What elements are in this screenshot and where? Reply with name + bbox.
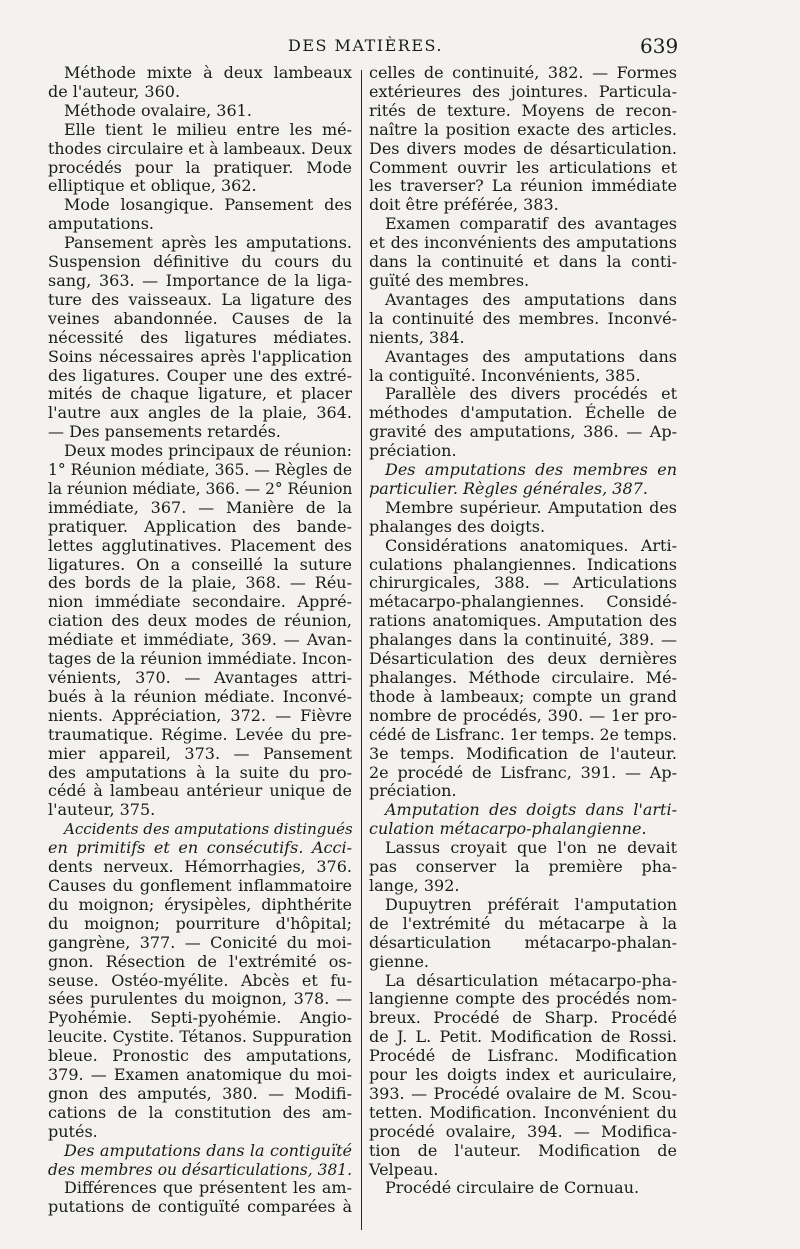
index-line: ture des vaisseaux. La ligature des [48,289,352,309]
index-line: chirurgicales, 388. — Articulations [369,573,677,593]
index-line: amputations. [48,214,155,234]
left-column [48,64,352,1217]
index-line: vénients, 370. — Avantages attri- [48,668,352,687]
index-line: tion de l'auteur. Modification de [369,1140,677,1160]
index-line: putés. [48,1121,98,1141]
index-line: thode à lambeaux; compte un grand [369,686,677,706]
index-line: la continuité des membres. Inconvé- [369,308,677,328]
index-line: pas conserver la première pha- [369,857,677,877]
index-line: sées purulentes du moignon, 378. — [48,989,352,1009]
index-line: nombre de procédés, 390. — 1er pro- [369,705,677,725]
page-header-title: DES MATIÈRES. [288,36,443,55]
index-line: phalanges dans la continuité, 389. — [369,630,677,650]
running-head [0,34,800,58]
index-line: Examen comparatif des avantages [385,214,677,234]
index-line: mités de chaque ligature, et placer [48,384,352,404]
index-line: Méthode mixte à deux lambeaux [64,63,352,82]
index-line: gienne. [369,951,429,971]
index-line: la réunion médiate, 366. — 2° Réunion [48,479,353,498]
index-line: elliptique et oblique, 362. [48,176,257,196]
index-line: l'auteur, 375. [48,800,156,820]
index-line: particulier. Règles générales, 387. [369,478,648,498]
index-line: mier appareil, 373. — Pansement [48,743,352,763]
index-line: celles de continuité, 382. — Formes [369,63,677,82]
index-line: leucite. Cystite. Tétanos. Suppuration [48,1027,352,1047]
index-line: dans la continuité et dans la conti- [369,252,677,272]
index-line: tetten. Modification. Inconvénient du [369,1102,677,1122]
index-line: l'autre aux angles de la plaie, 364. [48,403,352,423]
index-line: traumatique. Régime. Levée du pre- [48,724,352,744]
index-line: Dupuytren préférait l'amputation [385,894,677,914]
index-line: rations anatomiques. Amputation des [369,611,677,631]
index-line: Accidents des amputations distingués [64,820,353,839]
index-line: du moignon; érysipèles, diphthérite [48,894,352,914]
index-line: Pyohémie. Septi-pyohémie. Angio- [48,1008,352,1028]
index-line: gangrène, 377. — Conicité du moi- [48,932,352,952]
index-line: cédé de Lisfranc. 1er temps. 2e temps. [369,725,677,744]
index-line: thodes circulaire et à lambeaux. Deux [48,138,352,158]
index-line: et des inconvénients des amputations [369,233,677,253]
index-line: Considérations anatomiques. Arti- [385,535,677,555]
index-line: 3e temps. Modification de l'auteur. [369,743,677,763]
index-line: dents nerveux. Hémorrhagies, 376. [48,857,352,877]
index-line: en primitifs et en consécutifs. Acci- [48,838,352,858]
index-line: Procédé de Lisfranc. Modification [369,1046,677,1066]
index-line: Avantages des amputations dans [385,346,677,366]
index-line: des bords de la plaie, 368. — Réu- [48,573,352,593]
index-line: bleue. Pronostic des amputations, [48,1046,352,1066]
index-line: Avantages des amputations dans [385,289,677,309]
index-line: nion immédiate secondaire. Appré- [48,592,352,612]
index-line: doit être préférée, 383. [369,195,559,215]
index-line: rités de texture. Moyens de recon- [369,100,677,120]
index-line: Des amputations dans la contiguïté [64,1140,352,1160]
index-line: immédiate, 367. — Manière de la [48,497,352,517]
index-line: breux. Procédé de Sharp. Procédé [369,1008,677,1028]
index-line: Comment ouvrir les articulations et [369,157,677,177]
index-line: Deux modes principaux de réunion: [64,441,352,461]
index-line: la contiguïté. Inconvénients, 385. [369,365,641,385]
index-line: préciation. [369,441,457,461]
index-line: culations phalangiennes. Indications [369,554,677,574]
index-line: Méthode ovalaire, 361. [64,100,252,120]
index-line: des amputations à la suite du pro- [48,762,352,782]
index-line: extérieures des jointures. Particula- [369,81,677,101]
index-line: phalanges des doigts. [369,516,546,536]
index-line: phalanges. Méthode circulaire. Mé- [369,668,677,687]
index-line: du moignon; pourriture d'hôpital; [48,913,352,933]
index-line: putations de contiguïté comparées à [48,1197,352,1217]
index-line: lange, 392. [369,875,460,895]
index-line: seuse. Ostéo-myélite. Abcès et fu- [48,970,352,990]
index-line: Lassus croyait que l'on ne devait [385,838,677,858]
index-line: Parallèle des divers procédés et [385,384,677,404]
index-line: de l'extrémité du métacarpe à la [369,913,677,933]
index-line: pour les doigts index et auriculaire, [369,1065,677,1085]
index-line: Membre supérieur. Amputation des [385,497,677,517]
index-line: veines abandonnée. Causes de la [48,308,352,328]
index-line: Différences que présentent les am- [64,1178,352,1198]
index-line: langienne compte des procédés nom- [369,989,677,1009]
index-line: 1° Réunion médiate, 365. — Règles de [48,461,353,480]
index-line: guïté des membres. [369,270,530,290]
index-line: 2e procédé de Lisfranc, 391. — Ap- [369,762,677,782]
index-line: des ligatures. Couper une des extré- [48,365,352,385]
index-line: culation métacarpo-phalangienne. [369,819,647,839]
index-line: les traverser? La réunion immédiate [369,176,677,196]
index-line: de l'auteur, 360. [48,81,181,101]
index-line: procédé ovalaire, 394. — Modifica- [369,1121,677,1141]
index-line: ciation des deux modes de réunion, [48,611,352,631]
index-line: lettes agglutinatives. Placement des [48,535,352,555]
index-line: ligatures. On a conseillé la suture [48,554,352,574]
index-line: bués à la réunion médiate. Inconvé- [48,686,352,706]
index-line: Amputation des doigts dans l'arti- [385,800,677,820]
index-line: désarticulation métacarpo-phalan- [369,932,677,952]
index-line: nients, 384. [369,327,465,347]
index-line: Elle tient le milieu entre les mé- [64,119,352,139]
index-line: préciation. [369,781,457,801]
index-line: Procédé circulaire de Cornuau. [385,1178,640,1198]
index-line: médiate et immédiate, 369. — Avan- [48,630,352,650]
index-line: naître la position exacte des articles. [369,119,677,139]
index-line: nients. Appréciation, 372. — Fièvre [48,705,352,725]
right-column [369,64,677,1198]
index-line: procédés pour la pratiquer. Mode [48,157,352,177]
index-line: Suspension définitive du cours du [48,252,352,272]
index-line: métacarpo-phalangiennes. Considé- [369,592,677,612]
index-line: pratiquer. Application des bande- [48,516,352,536]
index-line: sang, 363. — Importance de la liga- [48,270,352,290]
index-line: 393. — Procédé ovalaire de M. Scou- [369,1083,677,1103]
page-number: 639 [640,34,679,58]
index-line: — Des pansements retardés. [48,422,281,442]
index-line: des membres ou désarticulations, 381. [48,1160,352,1179]
index-line: 379. — Examen anatomique du moi- [48,1065,352,1085]
index-line: Des amputations des membres en [385,460,677,480]
index-line: Soins nécessaires après l'application [48,346,352,366]
index-line: Désarticulation des deux dernières [369,649,677,669]
column-divider [361,70,362,1230]
index-line: Causes du gonflement inflammatoire [48,875,352,895]
index-line: Velpeau. [369,1159,439,1179]
index-line: de J. L. Petit. Modification de Rossi. [369,1027,677,1047]
index-line: méthodes d'amputation. Échelle de [369,403,677,423]
index-line: nécessité des ligatures médiates. [48,327,352,347]
index-line: cations de la constitution des am- [48,1102,352,1122]
index-line: Mode losangique. Pansement des [64,195,352,215]
index-line: gnon des amputés, 380. — Modifi- [48,1083,352,1103]
index-line: gravité des amputations, 386. — Ap- [369,422,677,442]
index-line: La désarticulation métacarpo-pha- [385,970,677,990]
index-line: cédé à lambeau antérieur unique de [48,781,352,801]
index-line: gnon. Résection de l'extrémité os- [48,951,352,971]
index-line: Pansement après les amputations. [64,233,352,253]
index-line: Des divers modes de désarticulation. [369,138,677,158]
index-line: tages de la réunion immédiate. Incon- [48,649,352,669]
